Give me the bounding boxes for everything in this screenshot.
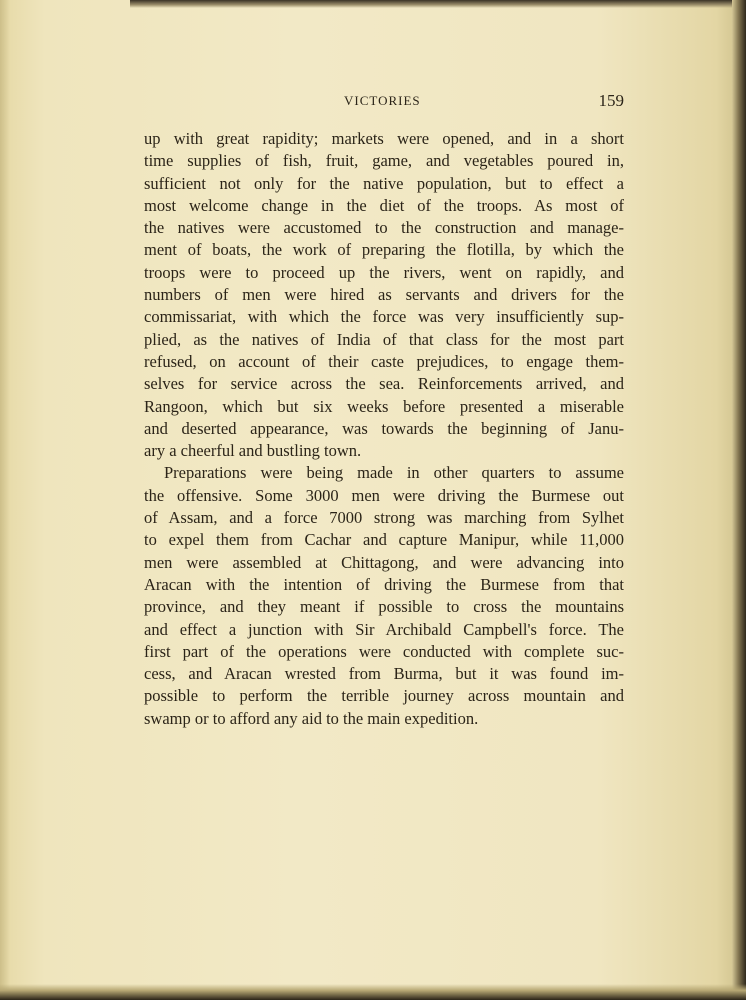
text-line: commissariat, with which the force was very insufficiently sup- <box>144 307 624 327</box>
text-line: Rangoon, which but six weeks before presented a miserable <box>144 396 624 416</box>
text-line-paragraph-end: swamp or to afford any aid to the main expedition. <box>144 708 479 728</box>
text-line: to expel them from Cachar and capture Manipur, while 11,000 <box>144 530 624 550</box>
text-line: and effect a junction with Sir Archibald Campbell's force. The <box>144 619 624 639</box>
text-line: Aracan with the intention of driving the Burmese from that <box>144 574 624 594</box>
text-line: the offensive. Some 3000 men were driving the Burmese out <box>144 485 624 505</box>
text-line: and deserted appearance, was towards the beginning of Janu- <box>144 418 624 438</box>
text-line: troops were to proceed up the rivers, went on rapidly, and <box>144 262 624 282</box>
page-bottom-edge <box>0 984 746 1000</box>
running-head: VICTORIES <box>344 93 421 108</box>
page-right-edge <box>732 0 746 1000</box>
text-line: up with great rapidity; markets were opened, and in a short <box>144 129 624 148</box>
page-left-shade <box>0 0 10 1000</box>
body-text <box>144 128 624 730</box>
text-line: men were assembled at Chittagong, and were advancing into <box>144 552 624 572</box>
text-line: sufficient not only for the native population, but to effect a <box>144 173 624 193</box>
text-line: plied, as the natives of India of that class for the most part <box>144 329 624 349</box>
text-line: possible to perform the terrible journey across mountain and <box>144 686 624 706</box>
text-line: first part of the operations were conducted with complete suc- <box>144 641 624 661</box>
text-line: the natives were accustomed to the construction and manage- <box>144 218 624 238</box>
text-line: of Assam, and a force 7000 strong was marching from Sylhet <box>144 508 624 528</box>
text-line: selves for service across the sea. Reinforcements arrived, and <box>144 374 624 394</box>
page-number: 159 <box>598 91 624 110</box>
text-line: province, and they meant if possible to cross the mountains <box>144 597 624 617</box>
page-top-edge <box>130 0 746 8</box>
text-line: numbers of men were hired as servants and drivers for the <box>144 285 624 305</box>
text-line: most welcome change in the diet of the troops. As most of <box>144 195 624 215</box>
text-line-paragraph-end: ary a cheerful and bustling town. <box>144 441 362 461</box>
text-line: ment of boats, the work of preparing the flotilla, by which the <box>144 240 624 260</box>
text-line: refused, on account of their caste prejudices, to engage them- <box>144 351 624 371</box>
text-line-paragraph-start: Preparations were being made in other quarters to assume <box>164 463 624 483</box>
text-line: time supplies of fish, fruit, game, and vegetables poured in, <box>144 151 624 171</box>
text-line: cess, and Aracan wrested from Burma, but it was found im- <box>144 664 624 684</box>
page-header <box>144 93 624 113</box>
